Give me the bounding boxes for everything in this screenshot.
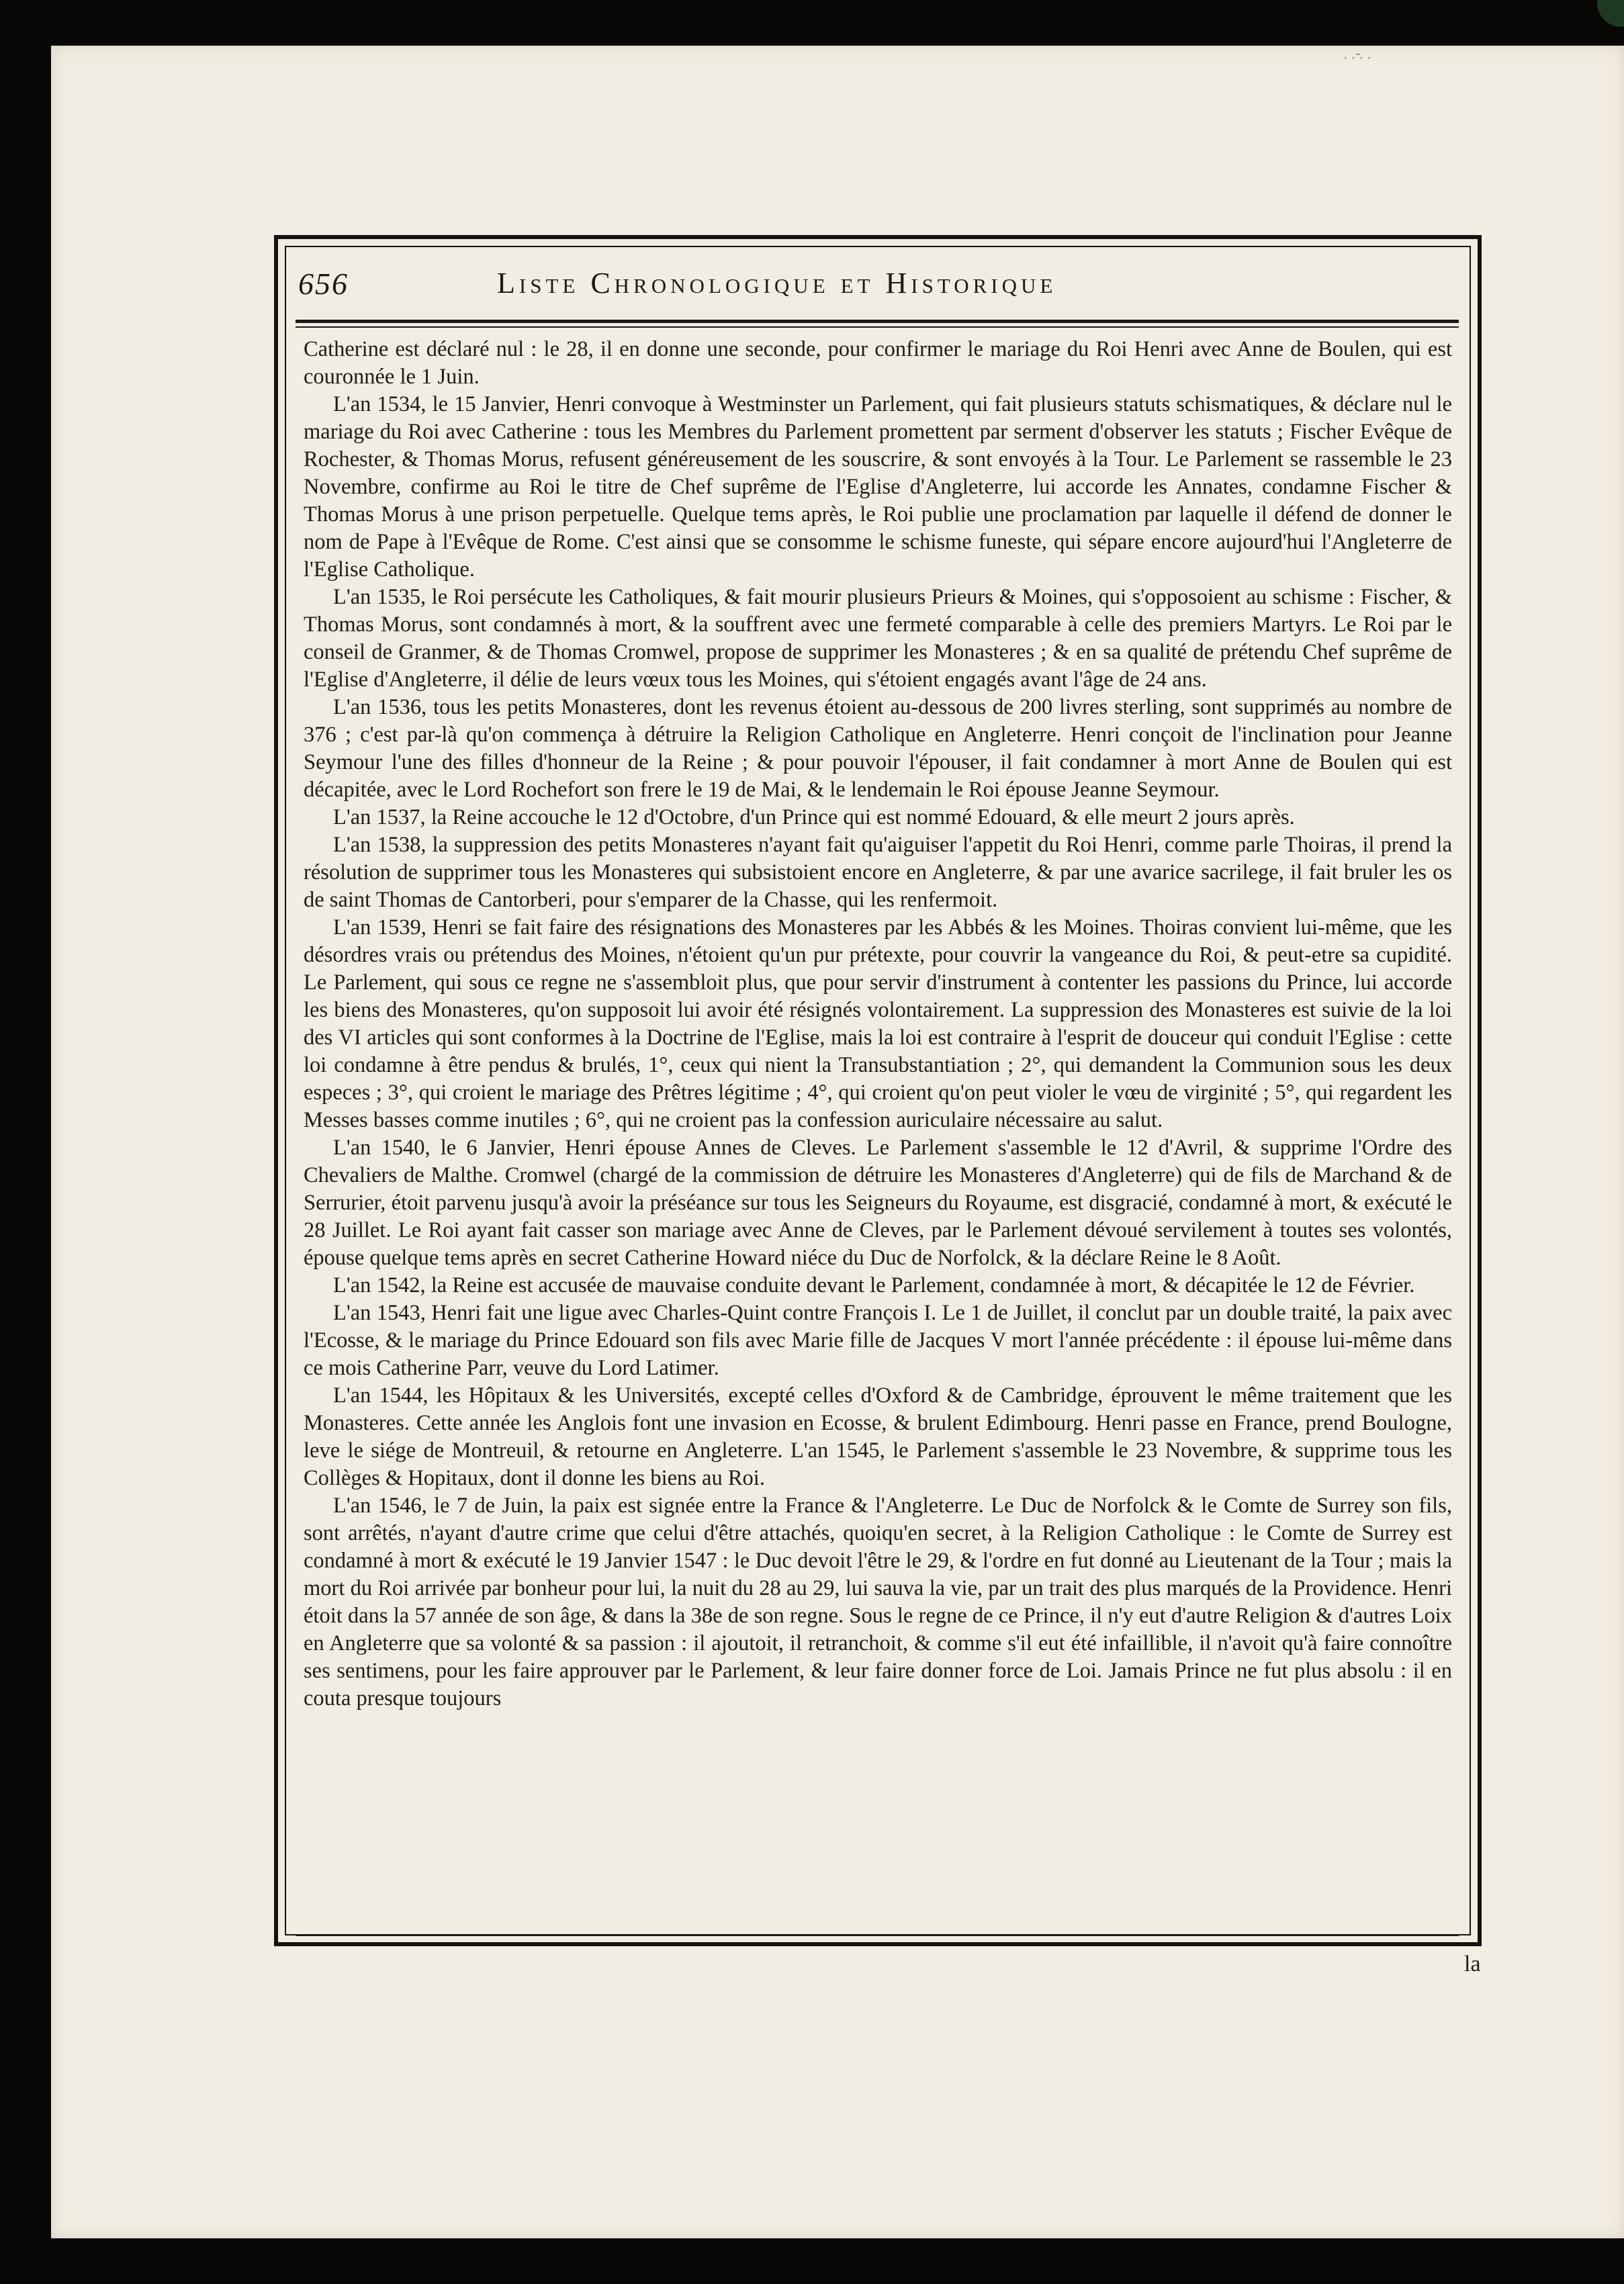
margin-mark: · ·̃ · · — [1343, 51, 1371, 66]
entry-1537: L'an 1537, la Reine accouche le 12 d'Octobre, d'un Prince qui est nommé Edouard, & elle meurt 2 jours après. — [333, 805, 1295, 829]
footer-rule — [296, 1934, 1459, 1936]
header-rule-thin — [296, 326, 1459, 328]
entry-1540: L'an 1540, le 6 Janvier, Henri épouse Annes de Cleves. Le Parlement s'assemble le 12 d'Avril, & supprime l'Ordre des Chevaliers de Malthe. Cromwel (chargé de la commission de détruire les Monasteres d'Angleterre) qui de fils de Marchand & de Serrurier, étoit parvenu jusqu'à avoir la préséance sur tous les Seigneurs du Royaume, est disgracié, condamné à mort, & exécuté le 28 Juillet. Le Roi ayant fait casser son mariage avec Anne de Cleves, par le Parlement dévoué servilement à toutes ses volontés, épouse quelque tems après en secret Catherine Howard niéce du Duc de Norfolck, & la déclare Reine le 8 Août. — [304, 1136, 1452, 1270]
header-rule-thick — [296, 320, 1459, 323]
entry-1542: L'an 1542, la Reine est accusée de mauvaise conduite devant le Parlement, condamnée à mort, & décapitée le 12 de Février. — [333, 1273, 1415, 1297]
entry-1538: L'an 1538, la suppression des petits Monasteres n'ayant fait qu'aiguiser l'appetit du Roi Henri, comme parle Thoiras, il prend la résolution de supprimer tous les Monasteres qui subsistoient encore en Angleterre, & par une avarice sacrilege, il fait bruler les os de saint Thomas de Cantorberi, pour s'emparer de la Chasse, qui les renfermoit. — [304, 833, 1452, 912]
body-text — [304, 336, 1452, 1995]
entry-1544: L'an 1544, les Hôpitaux & les Universités, excepté celles d'Oxford & de Cambridge, éprouvent le même traitement que les Monasteres. Cette année les Anglois font une invasion en Ecosse, & brulent Edimbourg. Henri passe en France, prend Boulogne, leve le siége de Montreuil, & retourne en Angleterre. L'an 1545, le Parlement s'assemble le 23 Novembre, & supprime tous les Collèges & Hopitaux, dont il donne les biens au Roi. — [304, 1383, 1452, 1490]
page-number: 656 — [298, 267, 349, 301]
entry-1534: L'an 1534, le 15 Janvier, Henri convoque à Westminster un Parlement, qui fait plusieurs statuts schismatiques, & déclare nul le mariage du Roi avec Catherine : tous les Membres du Parlement promettent par serment d'observer les statuts ; Fischer Evêque de Rochester, & Thomas Morus, refusent généreusement de les souscrire, & sont envoyés à la Tour. Le Parlement se rassemble le 23 Novembre, confirme au Roi le titre de Chef suprême de l'Eglise d'Angleterre, lui accorde les Annates, condamne Fischer & Thomas Morus à une prison perpetuelle. Quelque tems après, le Roi publie une proclamation par laquelle il défend de donner le nom de Pape à l'Evêque de Rome. C'est ainsi que se consomme le schisme funeste, qui sépare encore aujourd'hui l'Angleterre de l'Eglise Catholique. — [304, 392, 1452, 582]
running-title: Liste Chronologique et Historique — [497, 267, 1057, 300]
entry-1536: L'an 1536, tous les petits Monasteres, dont les revenus étoient au-dessous de 200 livres sterling, sont supprimés au nombre de 376 ; c'est par-là qu'on commença à détruire la Religion Catholique en Angleterre. Henri conçoit de l'inclination pour Jeanne Seymour l'une des filles d'honneur de la Reine ; & pour pouvoir l'épouser, il fait condamner à mort Anne de Boulen qui est décapitée, avec le Lord Rochefort son frere le 19 de Mai, & le lendemain le Roi épouse Jeanne Seymour. — [304, 695, 1452, 802]
paragraph-continuation: Catherine est déclaré nul : le 28, il en donne une seconde, pour confirmer le mariage du Roi Henri avec Anne de Boulen, qui est couronnée le 1 Juin. — [304, 337, 1452, 389]
entry-1539: L'an 1539, Henri se fait faire des résignations des Monasteres par les Abbés & les Moines. Thoiras convient lui-même, que les désordres vrais ou prétendus des Moines, n'étoient qu'un pur prétexte, pour couvrir la vangeance du Roi, & peut-etre sa cupidité. Le Parlement, qui sous ce regne ne s'assembloit plus, que pour servir d'instrument à contenter les passions du Prince, lui accorde les biens des Monasteres, qu'on supposoit lui avoir été résignés volontairement. La suppression des Monasteres est suivie de la loi des VI articles qui sont conformes à la Doctrine de l'Eglise, mais la loi est contraire à l'esprit de douceur qui conduit l'Eglise : cette loi condamne à être pendus & brulés, 1°, ceux qui nient la Transubstantiation ; 2°, qui demandent la Communion sous les deux especes ; 3°, qui croient le mariage des Prêtres légitime ; 4°, qui croient qu'on peut violer le vœu de virginité ; 5°, qui regardent les Messes basses comme inutiles ; 6°, qui ne croient pas la confession auriculaire nécessaire au salut. — [304, 915, 1452, 1132]
entry-1543: L'an 1543, Henri fait une ligue avec Charles-Quint contre François I. Le 1 de Juillet, il conclut par un double traité, la paix avec l'Ecosse, & le mariage du Prince Edouard son fils avec Marie fille de Jacques V mort l'année précédente : il épouse lui-même dans ce mois Catherine Parr, veuve du Lord Latimer. — [304, 1301, 1452, 1380]
catchword: la — [1464, 1952, 1481, 1976]
entry-1546: L'an 1546, le 7 de Juin, la paix est signée entre la France & l'Angleterre. Le Duc de Norfolck & le Comte de Surrey son fils, sont arrêtés, n'ayant d'autre crime que celui d'être attachés, quoiqu'en secret, à la Religion Catholique : le Comte de Surrey est condamné à mort & exécuté le 19 Janvier 1547 : le Duc devoit l'être le 29, & l'ordre en fut donné au Lieutenant de la Tour ; mais la mort du Roi arrivée par bonheur pour lui, la nuit du 28 au 29, lui sauva la vie, par un trait des plus marqués de la Providence. Henri étoit dans la 57 année de son âge, & dans la 38e de son regne. Sous le regne de ce Prince, il n'y eut d'autre Religion & d'autres Loix en Angleterre que sa volonté & sa passion : il ajoutoit, il retranchoit, & comme s'il eut été infaillible, il n'avoit qu'à faire connoître ses sentimens, pour les faire approuver par le Parlement, & leur faire donner force de Loi. Jamais Prince ne fut plus absolu : il en couta presque toujours — [304, 1494, 1452, 1710]
page-header — [296, 255, 1457, 309]
scan-corner-foliage — [1597, 0, 1624, 27]
entry-1535: L'an 1535, le Roi persécute les Catholiques, & fait mourir plusieurs Prieurs & Moines, qui s'opposoient au schisme : Fischer, & Thomas Morus, sont condamnés à mort, & la souffrent avec une fermeté comparable à celle des premiers Martyrs. Le Roi par le conseil de Granmer, & de Thomas Cromwel, propose de supprimer les Monasteres ; & en sa qualité de prétendu Chef suprême de l'Eglise d'Angleterre, il délie de leurs vœux tous les Moines, qui s'étoient engagés avant l'âge de 24 ans. — [304, 585, 1452, 692]
